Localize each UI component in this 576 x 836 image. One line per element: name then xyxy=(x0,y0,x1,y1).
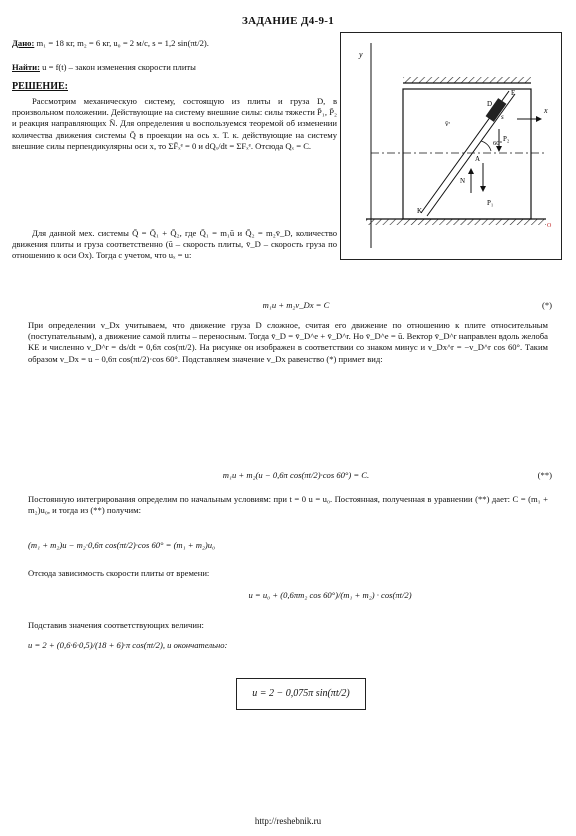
label-p2: P₂ xyxy=(503,135,510,143)
equation-2-row xyxy=(28,470,564,481)
floor xyxy=(366,219,546,225)
label-o: O xyxy=(547,223,552,229)
given-text: m₁ = 18 кг, m₂ = 6 кг, u₀ = 2 м/с, s = 1,2 sin(πt/2). xyxy=(36,38,209,48)
label-vr: v̄ʳ xyxy=(445,120,451,128)
paragraph-2: Для данной мех. системы Q̄ = Q̄₁ + Q̄₂, где Q̄₁ = m₁ū и Q̄₂ = m₂v̄_D, количество движения плиты и груза соответственно (ū – скорость плиты, v̄_D – скорость груза по отношению к оси Ox). Тогда с учетом, что uₓ = u: xyxy=(12,228,337,261)
paragraph-3: При определении v_Dx учитываем, что движение груза D сложное, считая его движение по отношению к плите относительным (поступательным), а движение самой плиты – переносным. Тогда v̄_D = v̄_D^e + v̄_D^r. Но v̄_D^e = ū. Вектор v̄_D^r направлен вдоль желоба KE и численно v_D^r = ds/dt = 0,6π cos(πt/2). На рисунке он изображен в соответствии со знаком минус и v_Dx^r = −v_D^r cos 60°. Таким образом v_Dx = u − 0,6π cos(πt/2)·cos 60°. Подставляем значение v_Dx равенство (*) примет вид: xyxy=(28,320,548,364)
equation-2: m₁u + m₂(u − 0,6π cos(πt/2)·cos 60°) = C. xyxy=(222,470,370,480)
label-p1: P₁ xyxy=(487,199,494,207)
equation-3: (m₁ + m₂)u − m₂·0,6π cos(πt/2)·cos 60° = (m₁ + m₂)u₀ xyxy=(28,540,216,550)
label-a: A xyxy=(475,155,481,163)
label-n: N xyxy=(460,177,466,185)
paragraph-1: Рассмотрим механическую систему, состоящую из плиты и груза D, в произвольном положении. Действующие на систему внешние силы: силы тяжести P̄₁, P̄₂ и реакция направляющих N̄. Для определения u воспользуемся теоремой об изменении количества движения системы Q̄ в проекции на ось x. Т. к. действующие на систему внешние силы перпендикулярны оси x, то ΣF̄ₓᵉ = 0 и dQₓ/dt = ΣFₓᵉ. Отсюда Qₓ = C. xyxy=(12,96,337,151)
solution-heading: РЕШЕНИЕ: xyxy=(12,81,68,92)
label-e: E xyxy=(511,89,516,97)
equation-4: u = u₀ + (0,6πm₂ cos 60°)/(m₁ + m₂) · cos(πt/2) xyxy=(248,590,412,600)
find-label: Найти: xyxy=(12,62,40,72)
x-axis-label: x xyxy=(544,106,548,115)
y-axis-label: y xyxy=(359,50,363,59)
answer-box xyxy=(236,678,366,710)
note-2: Подставив значения соответствующих величин: xyxy=(28,620,204,630)
equation-5: u = 2 + (0,6·6·0,5)/(18 + 6)·π cos(πt/2), и окончательно: xyxy=(28,640,228,650)
given-line xyxy=(12,38,334,49)
label-d: D xyxy=(487,100,493,108)
paragraph-4: Постоянную интегрирования определим по начальным условиям: при t = 0 u = u₀. Постоянная, полученная в уравнении (**) дает: C = (m₁ + m₂)u₀, и тогда из (**) получим: xyxy=(28,494,548,516)
diagram-svg xyxy=(341,33,560,258)
find-line xyxy=(12,62,334,73)
mechanism-diagram xyxy=(340,32,562,260)
label-s: s xyxy=(501,113,504,121)
equation-1: m₁u + m₂v_Dx = C xyxy=(262,300,330,310)
page-title: ЗАДАНИЕ Д4-9-1 xyxy=(241,15,335,27)
answer-formula: u = 2 − 0,075π sin(πt/2) xyxy=(252,688,350,699)
note-1: Отсюда зависимость скорости плиты от времени: xyxy=(28,568,210,578)
equation-1-number: (*) xyxy=(541,300,552,310)
equation-2-number: (**) xyxy=(537,470,552,480)
footer-url[interactable]: http://reshebnik.ru xyxy=(254,816,322,826)
given-label: Дано: xyxy=(12,38,35,48)
label-angle: 60° xyxy=(493,140,503,147)
label-k: K xyxy=(417,207,423,215)
find-text: u = f(t) – закон изменения скорости плиты xyxy=(42,62,196,72)
equation-1-row xyxy=(28,300,564,311)
plate xyxy=(403,89,531,219)
top-support xyxy=(403,77,531,83)
